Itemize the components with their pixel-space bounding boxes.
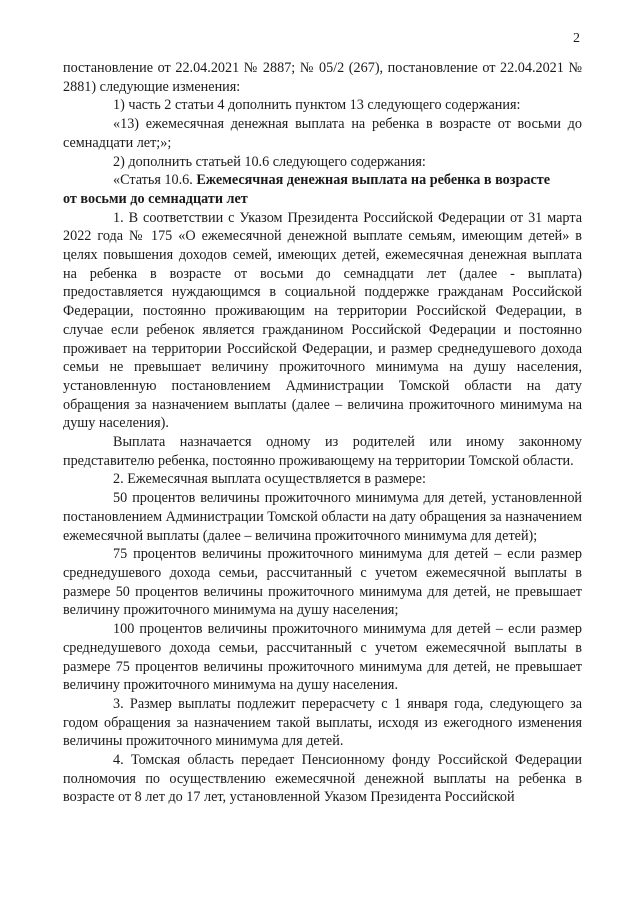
paragraph-2: 2. Ежемесячная выплата осуществляется в размере: bbox=[113, 471, 426, 488]
amendment-item-1: 1) часть 2 статьи 4 дополнить пунктом 13 следующего содержания: bbox=[113, 97, 521, 114]
paragraph-2a: 50 процентов величины прожиточного минимума для детей, установленной постановлением Администрации Томской области на дату обращения за назначением ежемесячной выплаты (далее – величина прожиточного минимума для детей); bbox=[63, 490, 582, 544]
amendment-item-2: 2) дополнить статьей 10.6 следующего содержания: bbox=[113, 153, 426, 170]
paragraph-2c: 100 процентов величины прожиточного минимума для детей – если размер среднедушевого дохода семьи, рассчитанный с учетом ежемесячной выплаты в размере 75 процентов величины прожиточного минимума для детей, не превышает величину прожиточного минимума на душу населения. bbox=[63, 621, 582, 694]
paragraph-4: 4. Томская область передает Пенсионному фонду Российской Федерации полномочия по осуществлению ежемесячной денежной выплаты на ребенка в возрасте от 8 лет до 17 лет, установленной Указом Президента Российской bbox=[63, 752, 582, 806]
article-title-line-1: Ежемесячная денежная выплата на ребенка в возрасте bbox=[196, 172, 551, 189]
article-heading bbox=[63, 171, 582, 190]
paragraph-1: 1. В соответствии с Указом Президента Российской Федерации от 31 марта 2022 года № 175 «О ежемесячной денежной выплате семьям, имеющим детей» в целях повышения доходов семей, имеющих детей, ежемесячная денежная выплата на ребенка в возрасте от восьми до семнадцати лет (далее - выплата) предоставляется нуждающимся в социальной поддержке гражданам Российской Федерации, постоянно проживающим на территории Российской Федерации, в случае если ребенок является гражданином Российской Федерации и постоянно проживает на территории Российской Федерации, и размер среднедушевого дохода семьи не превышает величину прожиточного минимума на душу населения, установленную постановлением Администрации Томской области на дату обращения за назначением выплаты (далее – величина прожиточного минимума на душу населения). bbox=[63, 209, 582, 432]
paragraph-1b: Выплата назначается одному из родителей или иному законному представителю ребенка, постоянно проживающему на территории Томской области. bbox=[63, 434, 582, 469]
intro-paragraph: постановление от 22.04.2021 № 2887; № 05/2 (267), постановление от 22.04.2021 № 2881) следующие изменения: bbox=[63, 60, 582, 95]
document-body bbox=[63, 59, 582, 807]
article-prefix: «Статья 10.6. bbox=[113, 172, 193, 189]
paragraph-2b: 75 процентов величины прожиточного минимума для детей – если размер среднедушевого дохода семьи, рассчитанный с учетом ежемесячной выплаты в размере 50 процентов величины прожиточного минимума для детей, не превышает величину прожиточного минимума на душу населения; bbox=[63, 546, 582, 619]
paragraph-3: 3. Размер выплаты подлежит перерасчету с 1 января года, следующего за годом обращения за назначением такой выплаты, исходя из ежегодного изменения величины прожиточного минимума для детей. bbox=[63, 695, 582, 750]
article-title-line-2: от восьми до семнадцати лет bbox=[63, 190, 248, 207]
page-number: 2 bbox=[573, 31, 580, 46]
amendment-item-1-text: «13) ежемесячная денежная выплата на ребенка в возрасте от восьми до семнадцати лет;»; bbox=[63, 116, 582, 151]
